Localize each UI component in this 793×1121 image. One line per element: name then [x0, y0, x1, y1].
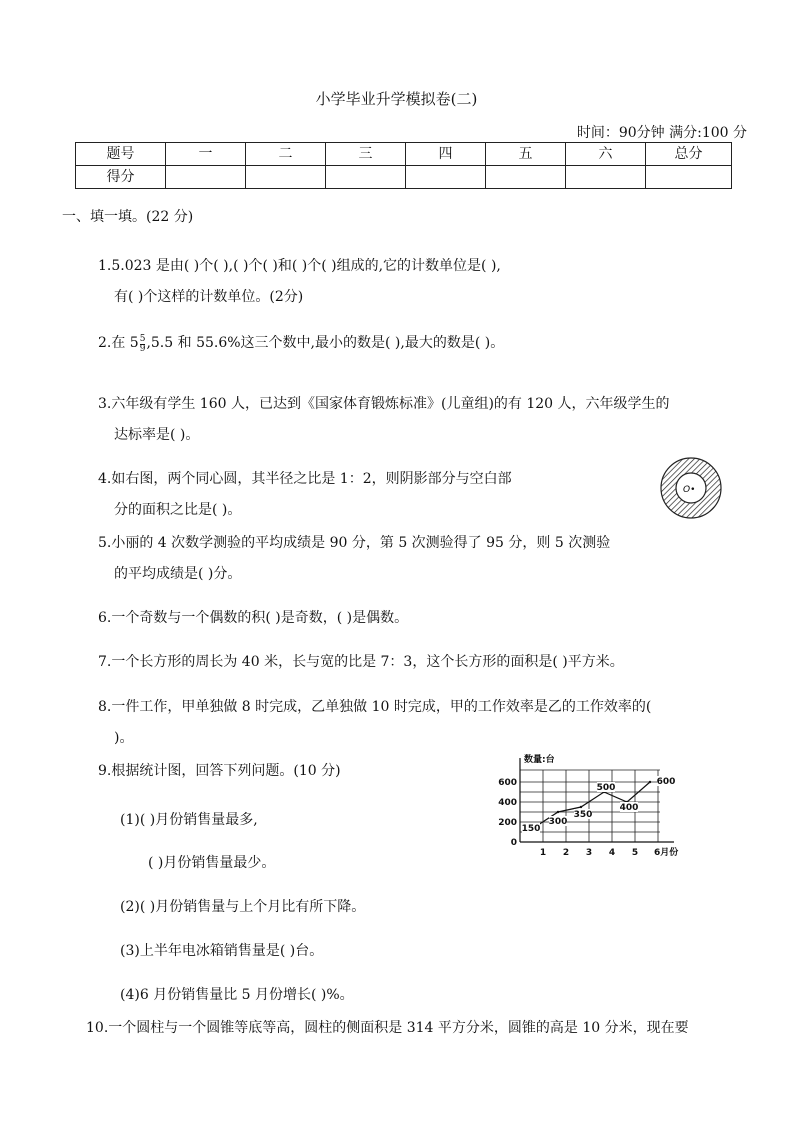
question-4-line-1: 4.如右图，两个同心圆，其半径之比是 1：2，则阴影部分与空白部 — [98, 471, 512, 487]
data-point — [649, 781, 651, 783]
score-table — [75, 142, 732, 189]
question-2-suffix: ,5.5 和 55.6%这三个数中,最小的数是( ),最大的数是( )。 — [146, 335, 505, 351]
time-info: 时间：90分钟 满分:100 分 — [576, 125, 747, 141]
y-axis-label: 数量:台 — [524, 755, 555, 765]
score-cell: 六 — [566, 143, 646, 166]
y-tick-label: 0 — [510, 838, 517, 848]
score-input-cell[interactable] — [326, 166, 406, 189]
question-1-line-2: 有( )个这样的计数单位。(2分) — [114, 289, 304, 305]
x-tick-label: 1 — [539, 848, 547, 858]
y-tick-label: 600 — [498, 778, 517, 788]
score-input-cell[interactable] — [166, 166, 246, 189]
x-tick-label: 4 — [608, 848, 616, 858]
data-point — [557, 811, 559, 813]
question-7: 7.一个长方形的周长为 40 米，长与宽的比是 7：3，这个长方形的面积是( )平方米。 — [98, 654, 624, 670]
score-input-cell[interactable] — [566, 166, 646, 189]
score-cell: 五 — [486, 143, 566, 166]
question-9-sub-3: (3)上半年电冰箱销售量是( )台。 — [120, 943, 324, 959]
mixed-fraction — [140, 335, 146, 354]
score-cell: 一 — [166, 143, 246, 166]
question-2 — [98, 332, 504, 354]
score-input-cell[interactable] — [486, 166, 566, 189]
question-5-line-2: 的平均成绩是( )分。 — [114, 566, 242, 582]
data-label: 400 — [619, 803, 639, 813]
score-cell: 题号 — [76, 143, 166, 166]
question-9-sub-1a: (1)( )月份销售量最多, — [120, 812, 258, 828]
score-cell: 三 — [326, 143, 406, 166]
score-input-cell[interactable] — [246, 166, 326, 189]
chart-grid — [520, 770, 660, 842]
score-cell: 得分 — [76, 166, 166, 189]
x-tick-label: 2 — [562, 848, 570, 858]
x-tick-label: 5 — [631, 848, 639, 858]
question-10-line-1: 10.一个圆柱与一个圆锥等底等高，圆柱的侧面积是 314 平方分米，圆锥的高是 10 分米，现在要 — [86, 1020, 689, 1036]
data-label: 600 — [656, 777, 676, 787]
question-9-sub-1b: ( )月份销售量最少。 — [148, 855, 276, 871]
question-4-line-2: 分的面积之比是( )。 — [114, 502, 242, 518]
score-table-header-row — [76, 143, 732, 166]
data-label: 350 — [573, 810, 593, 820]
score-table-score-row — [76, 166, 732, 189]
x-tick-label: 6月份 — [654, 848, 679, 858]
page-title: 小学毕业升学模拟卷(二) — [315, 90, 478, 108]
question-5-line-1: 5.小丽的 4 次数学测验的平均成绩是 90 分，第 5 次测验得了 95 分，则 5 次测验 — [98, 535, 611, 551]
concentric-circles-figure — [658, 455, 724, 521]
x-tick-label: 3 — [585, 848, 593, 858]
data-label: 300 — [548, 817, 568, 827]
fraction-denominator: 9 — [139, 344, 146, 354]
score-cell: 二 — [246, 143, 326, 166]
question-1-line-1: 1.5.023 是由( )个( ),( )个( )和( )个( )组成的,它的计数单位是( ), — [98, 258, 501, 274]
section-heading: 一、填一填。(22 分) — [62, 209, 194, 225]
question-3-line-2: 达标率是( )。 — [114, 427, 200, 443]
score-cell: 四 — [406, 143, 486, 166]
score-input-cell[interactable] — [406, 166, 486, 189]
question-8-line-1: 8.一件工作，甲单独做 8 时完成，乙单独做 10 时完成，甲的工作效率是乙的工作效率的( — [98, 699, 652, 715]
question-6: 6.一个奇数与一个偶数的积( )是奇数，( )是偶数。 — [98, 610, 409, 626]
y-tick-label: 400 — [498, 798, 517, 808]
question-2-prefix: 2.在 5 — [98, 335, 139, 351]
sales-line-chart — [490, 752, 700, 864]
data-point — [580, 806, 582, 808]
data-label: 500 — [596, 783, 616, 793]
y-tick-label: 200 — [498, 818, 517, 828]
question-8-line-2: )。 — [114, 730, 134, 746]
fraction-numerator: 5 — [139, 334, 146, 344]
question-9-intro: 9.根据统计图，回答下列问题。(10 分) — [98, 763, 341, 779]
question-9-sub-2: (2)( )月份销售量与上个月比有所下降。 — [120, 899, 366, 915]
question-9-sub-4: (4)6 月份销售量比 5 月份增长( )%。 — [120, 987, 354, 1003]
score-input-cell[interactable] — [646, 166, 732, 189]
center-label: O• — [683, 485, 696, 495]
question-3-line-1: 3.六年级有学生 160 人，已达到《国家体育锻炼标准》(儿童组)的有 120 人，六年级学生的 — [98, 396, 670, 412]
score-cell: 总分 — [646, 143, 732, 166]
data-label: 150 — [521, 824, 541, 834]
